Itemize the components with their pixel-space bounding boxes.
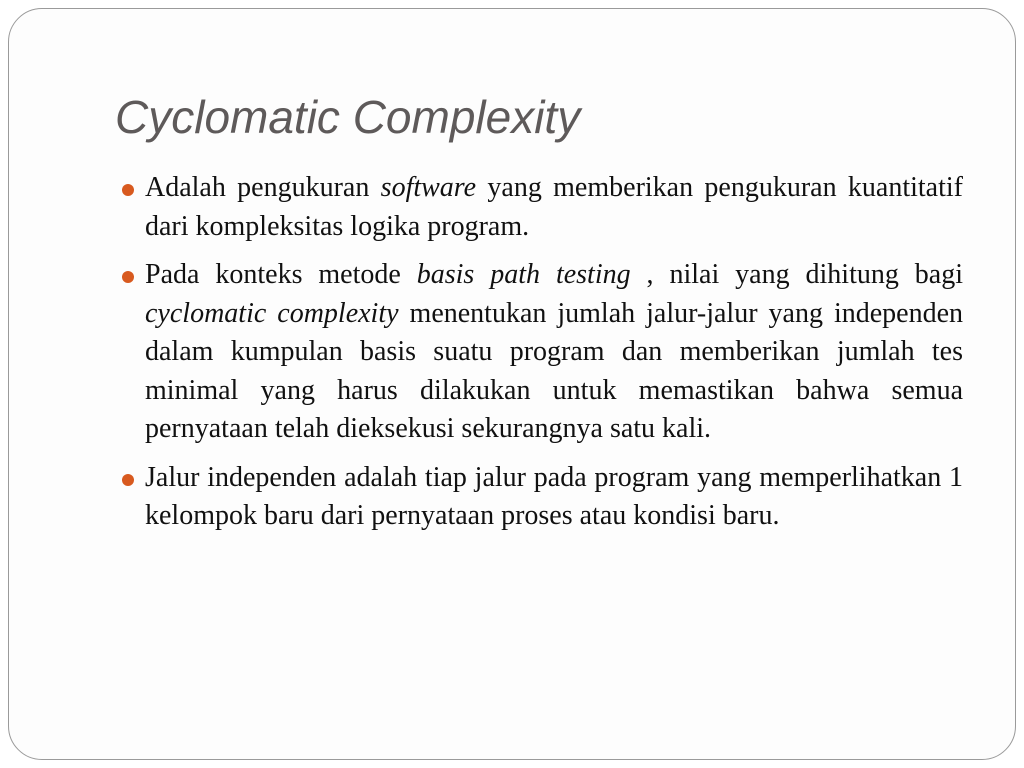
bullet-list <box>145 169 963 546</box>
bullet-item-definition <box>145 169 963 246</box>
slide-title: Cyclomatic Complexity <box>115 91 581 143</box>
emphasis-term: software <box>380 172 477 203</box>
bullet-text: Adalah pengukuran <box>145 172 381 203</box>
bullet-text: yang memberikan pengukuran kuantitatif dari kompleksitas logika program. <box>145 172 963 242</box>
bullet-text: , nilai yang dihitung bagi <box>630 259 963 290</box>
bullet-dot-icon <box>122 474 134 486</box>
bullet-dot-icon <box>122 184 134 196</box>
emphasis-term: cyclomatic complexity <box>145 297 399 329</box>
bullet-item-independent-path <box>145 459 963 536</box>
bullet-dot-icon <box>122 271 134 283</box>
bullet-item-basis-path <box>145 256 963 449</box>
slide-frame <box>8 8 1016 760</box>
bullet-text: menentukan jumlah jalur-jalur yang independen dalam kumpulan basis suatu program dan memberikan jumlah tes minimal yang harus dilakukan untuk memastikan bahwa semua pernyataan telah dieksekusi sekurangnya satu kali. <box>145 297 964 444</box>
bullet-text: Jalur independen adalah tiap jalur pada program yang memperlihatkan 1 kelompok baru dari pernyataan proses atau kondisi baru. <box>145 461 963 531</box>
bullet-text: Pada konteks metode <box>145 259 417 290</box>
emphasis-term: basis path testing <box>416 259 631 290</box>
